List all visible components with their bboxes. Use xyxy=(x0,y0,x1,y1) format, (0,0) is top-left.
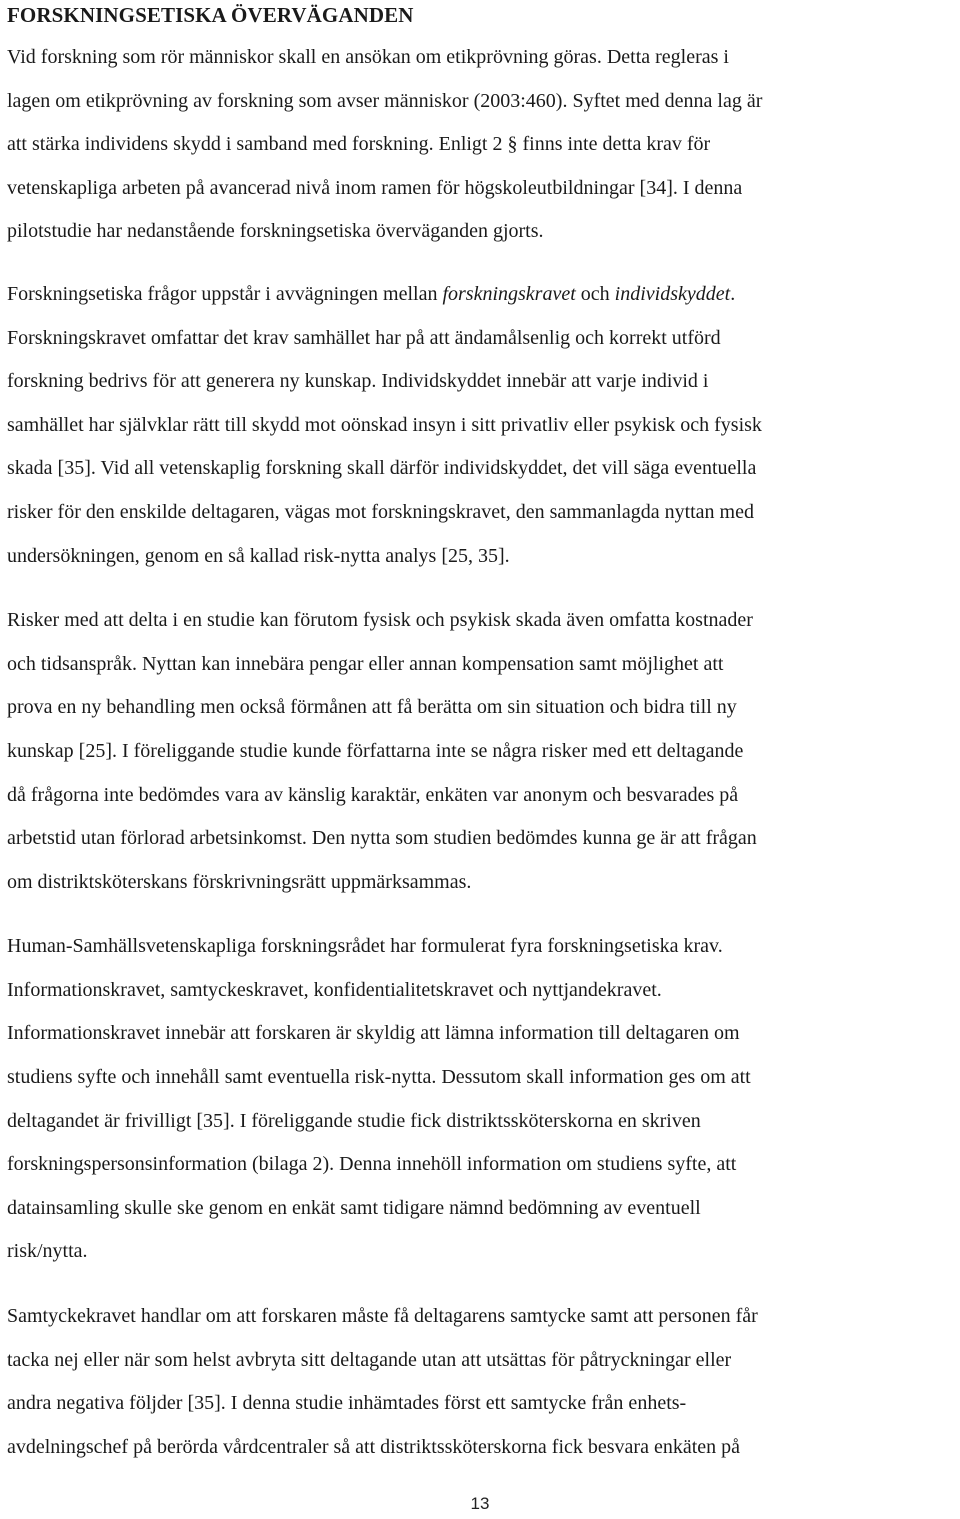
paragraph-research-vs-protection xyxy=(7,273,960,578)
text-line: andra negativa följder [35]. I denna studie inhämtades först ett samtycke från enhets- xyxy=(7,1392,687,1415)
text-line: forskning bedrivs för att generera ny kunskap. Individskyddet innebär att varje individ i xyxy=(7,370,709,393)
text-line: då frågorna inte bedömdes vara av känslig karaktär, enkäten var anonym och besvarades på xyxy=(7,783,739,806)
text-line: pilotstudie har nedanstående forskningsetiska överväganden gjorts. xyxy=(7,220,544,243)
text-line: Informationskravet innebär att forskaren är skyldig att lämna information till deltagaren om xyxy=(7,1022,740,1045)
text-line xyxy=(7,273,960,317)
text-line: risker för den enskilde deltagaren, vägas mot forskningskravet, den sammanlagda nyttan med xyxy=(7,500,754,523)
text-line: undersökningen, genom en så kallad risk-nytta analys [25, 35]. xyxy=(7,544,510,567)
text-line: skada [35]. Vid all vetenskaplig forskning skall därför individskyddet, det vill säga eventuella xyxy=(7,457,757,480)
text-line: och tidsanspråk. Nyttan kan innebära pengar eller annan kompensation samt möjlighet att xyxy=(7,652,724,675)
text-line: kunskap [25]. I föreliggande studie kunde författarna inte se några risker med ett deltagande xyxy=(7,739,744,762)
text-line: Vid forskning som rör människor skall en ansökan om etikprövning göras. Detta regleras i xyxy=(7,46,729,68)
text-line: tacka nej eller när som helst avbryta sitt deltagande utan att utsättas för påtryckningar eller xyxy=(7,1348,732,1371)
section-heading: FORSKNINGSETISKA ÖVERVÄGANDEN xyxy=(7,3,414,27)
text-line: lagen om etikprövning av forskning som avser människor (2003:460). Syftet med denna lag är xyxy=(7,89,763,112)
text-line: avdelningschef på berörda vårdcentraler så att distriktssköterskorna fick besvara enkäten på xyxy=(7,1435,741,1458)
text-line: vetenskapliga arbeten på avancerad nivå inom ramen för högskoleutbildningar [34]. I denna xyxy=(7,176,743,199)
paragraph-ethics-review xyxy=(7,36,960,254)
italic-term-forskningskravet: forskningskravet xyxy=(442,282,576,305)
text-run: Forskningsetiska frågor uppstår i avvägningen mellan xyxy=(7,282,443,305)
text-line: datainsamling skulle ske genom en enkät samt tidigare nämnd bedömning av eventuell xyxy=(7,1196,701,1219)
text-line: forskningspersonsinformation (bilaga 2). Denna innehöll information om studiens syfte, att xyxy=(7,1153,737,1176)
paragraph-four-ethical-requirements xyxy=(7,925,960,1274)
paragraph-consent-requirement xyxy=(7,1295,960,1469)
paragraph-risks-and-benefits xyxy=(7,599,960,904)
page-number: 13 xyxy=(470,1494,490,1513)
text-line: deltagandet är frivilligt [35]. I föreliggande studie fick distriktssköterskorna en skriven xyxy=(7,1109,701,1132)
text-line: om distriktsköterskans förskrivningsrätt uppmärksammas. xyxy=(7,870,472,893)
text-line: Samtyckekravet handlar om att forskaren måste få deltagarens samtycke samt att personen får xyxy=(7,1305,758,1328)
document-page xyxy=(7,0,960,1469)
text-line: samhället har självklar rätt till skydd mot oönskad insyn i sitt privatliv eller psykisk och fysisk xyxy=(7,413,762,436)
text-run: och xyxy=(575,282,615,305)
text-line: att stärka individens skydd i samband med forskning. Enligt 2 § finns inte detta krav för xyxy=(7,133,711,156)
italic-term-individskyddet: individskyddet xyxy=(614,282,731,305)
text-line: Forskningskravet omfattar det krav samhället har på att ändamålsenlig och korrekt utförd xyxy=(7,326,721,349)
text-line: risk/nytta. xyxy=(7,1240,88,1263)
text-line: Risker med att delta i en studie kan förutom fysisk och psykisk skada även omfatta kostnader xyxy=(7,609,753,632)
text-run: . xyxy=(730,282,736,305)
text-line: prova en ny behandling men också förmånen att få berätta om sin situation och bidra till ny xyxy=(7,696,737,719)
text-line: Human-Samhällsvetenskapliga forskningsrådet har formulerat fyra forskningsetiska krav. xyxy=(7,935,723,958)
text-line: arbetstid utan förlorad arbetsinkomst. Den nytta som studien bedömdes kunna ge är att frågan xyxy=(7,827,757,850)
text-line: studiens syfte och innehåll samt eventuella risk-nytta. Dessutom skall information ges om att xyxy=(7,1066,751,1089)
text-line: Informationskravet, samtyckeskravet, konfidentialitetskravet och nyttjandekravet. xyxy=(7,978,662,1001)
